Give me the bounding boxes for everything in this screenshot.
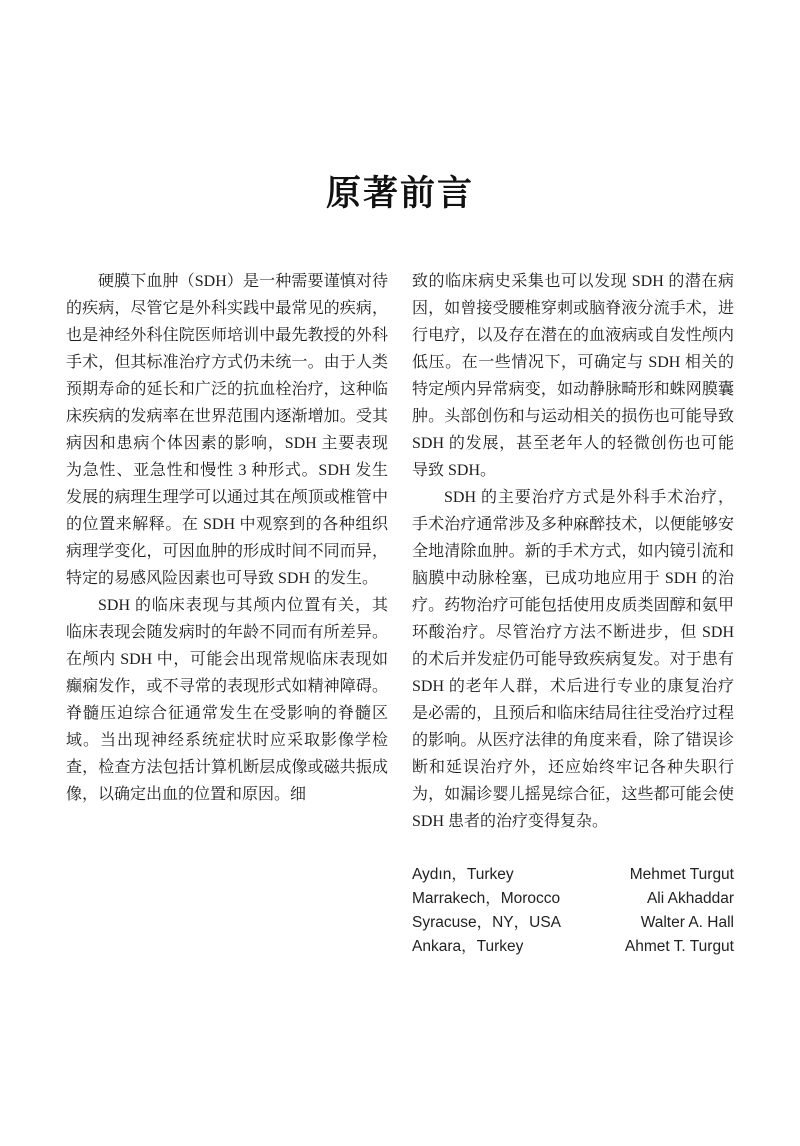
author-name: Walter A. Hall (640, 914, 734, 931)
signature-block (412, 863, 734, 959)
paragraph-3: SDH 的主要治疗方式是外科手术治疗，手术治疗通常涉及多种麻醉技术，以便能够安全地清除血肿。新的手术方式，如内镜引流和脑膜中动脉栓塞，已成功地应用于 SDH 的治疗。药物治疗可能包括使用皮质类固醇和氨甲环酸治疗。尽管治疗方法不断进步，但 SDH 的术后并发症仍可能导致疾病复发。对于患有 SDH 的老年人群，术后进行专业的康复治疗是必需的，且预后和临床结局往往受治疗过程的影响。从医疗法律的角度来看，除了错误诊断和延误治疗外，还应始终牢记各种失职行为，如漏诊婴儿摇晃综合征，这些都可能会使 SDH 患者的治疗变得复杂。 (412, 489, 734, 830)
right-column (412, 268, 734, 959)
paragraph-1: 硬膜下血肿（SDH）是一种需要谨慎对待的疾病，尽管它是外科实践中最常见的疾病，也是神经外科住院医师培训中最先教授的外科手术，但其标准治疗方式仍未统一。由于人类预期寿命的延长和广泛的抗血栓治疗，这种临床疾病的发病率在世界范围内逐渐增加。受其病因和患病个体因素的影响，SDH 主要表现为急性、亚急性和慢性 3 种形式。SDH 发生发展的病理生理学可以通过其在颅顶或椎管中的位置来解释。在 SDH 中观察到的各种组织病理学变化，可因血肿的形成时间不同而异，特定的易感风险因素也可导致 SDH 的发生。 (66, 273, 388, 587)
author-name: Ahmet T. Turgut (624, 938, 734, 955)
page-title: 原著前言 (325, 174, 474, 213)
signature-row (412, 863, 734, 887)
signature-row (412, 935, 734, 959)
signature-location: Aydın，Turkey (412, 866, 514, 883)
author-name: Ali Akhaddar (646, 890, 734, 907)
signature-row (412, 911, 734, 935)
preface-body (66, 268, 735, 959)
paragraph-2-start: SDH 的临床表现与其颅内位置有关，其临床表现会随发病时的年龄不同而有所差异。在颅内 SDH 中，可能会出现常规临床表现如癫痫发作，或不寻常的表现形式如精神障碍。脊髓压迫综合征通常发生在受影响的脊髓区域。当出现神经系统症状时应采取影像学检查，检查方法包括计算机断层成像或磁共振成像，以确定出血的位置和原因。细 (66, 597, 388, 803)
signature-row (412, 887, 734, 911)
signature-location: Marrakech，Morocco (412, 890, 561, 907)
signature-location: Syracuse，NY，USA (412, 914, 562, 931)
signature-location: Ankara，Turkey (412, 938, 524, 955)
author-name: Mehmet Turgut (629, 866, 734, 883)
left-column (66, 268, 388, 959)
paragraph-2-continued: 致的临床病史采集也可以发现 SDH 的潜在病因，如曾接受腰椎穿刺或脑脊液分流手术，进行电疗，以及存在潜在的血液病或自发性颅内低压。在一些情况下，可确定与 SDH 相关的特定颅内异常病变，如动静脉畸形和蛛网膜囊肿。头部创伤和与运动相关的损伤也可能导致 SDH 的发展，甚至老年人的轻微创伤也可能导致 SDH。 (412, 273, 734, 479)
